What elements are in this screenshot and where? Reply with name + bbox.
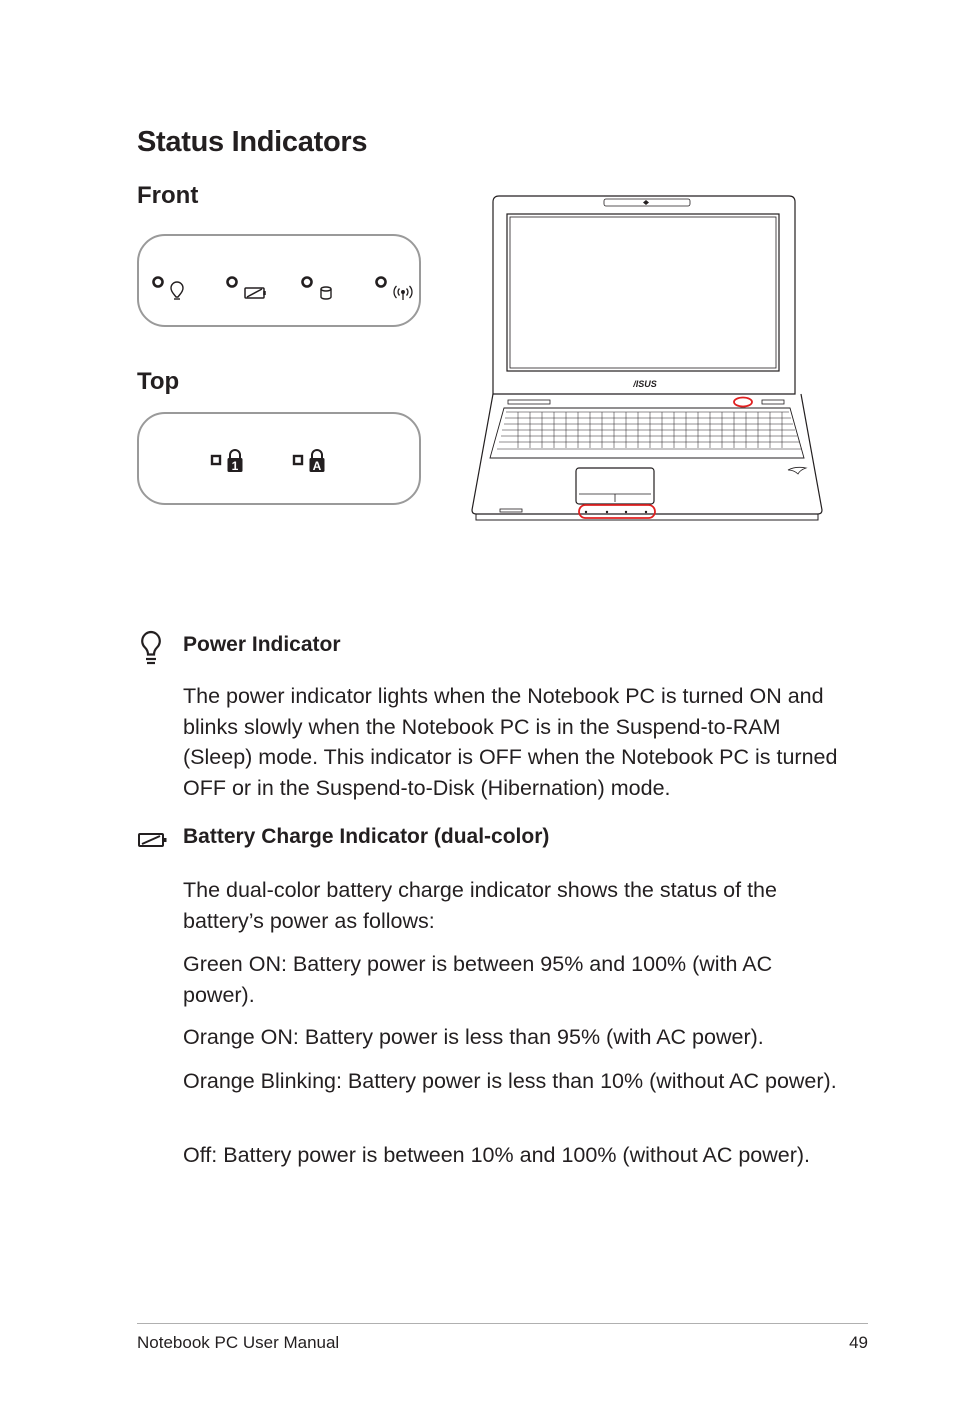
led-dot-icon xyxy=(377,278,386,287)
battery-indicator-section xyxy=(137,823,837,857)
front-led-markers xyxy=(585,511,647,513)
hdd-led xyxy=(303,278,332,300)
power-led xyxy=(154,278,184,300)
keyboard xyxy=(490,408,804,458)
page-title: Status Indicators xyxy=(137,126,368,158)
svg-text:1: 1 xyxy=(231,459,239,473)
power-bulb-icon xyxy=(137,628,165,668)
power-indicator-body: The power indicator lights when the Notebook PC is turned ON and blinks slowly when the Notebook PC is in the Suspend-to-RAM (Sleep) mode. This indicator is OFF when the Notebook PC is turned OFF or in the Suspend-to-Disk (Hibernation) mode. xyxy=(183,684,838,800)
hdd-icon xyxy=(321,287,331,299)
num-lock-icon xyxy=(228,450,243,473)
footer-divider xyxy=(137,1323,868,1324)
caps-lock-led xyxy=(294,450,325,473)
caps-lock-icon xyxy=(310,450,325,473)
power-bulb-icon xyxy=(171,282,183,299)
led-dot-icon xyxy=(228,278,237,287)
rog-emblem-icon xyxy=(788,467,806,474)
top-indicator-panel xyxy=(137,412,421,505)
led-square-icon xyxy=(294,456,302,464)
battery-icon xyxy=(137,830,169,850)
front-label: Front xyxy=(137,182,199,209)
laptop-illustration xyxy=(466,192,828,528)
top-indicators-highlight xyxy=(734,398,752,407)
battery-icon xyxy=(245,288,265,298)
laptop-lid xyxy=(493,196,795,394)
front-indicators-highlight xyxy=(579,505,655,518)
laptop-screen xyxy=(510,217,776,368)
battery-indicator-intro: The dual-color battery charge indicator shows the status of the battery’s power as follows: xyxy=(183,878,777,933)
keyboard-keys xyxy=(497,412,801,449)
led-square-icon xyxy=(212,456,220,464)
footer-page-number: 49 xyxy=(849,1333,868,1352)
battery-led xyxy=(228,278,265,299)
battery-indicator-heading: Battery Charge Indicator (dual-color) xyxy=(183,825,550,848)
wireless-icon xyxy=(394,286,412,300)
wireless-led xyxy=(377,278,412,301)
battery-state-orange-blinking: Orange Blinking: Battery power is less than 10% (without AC power). xyxy=(183,1069,837,1093)
power-indicator-section xyxy=(137,628,837,668)
asus-logo: /ISUS xyxy=(633,379,657,389)
laptop-screen-bezel xyxy=(507,214,779,371)
led-dot-icon xyxy=(154,278,163,287)
battery-state-green-on: Green ON: Battery power is between 95% and 100% (with AC power). xyxy=(183,952,773,1007)
battery-state-off: Off: Battery power is between 10% and 100% (without AC power). xyxy=(183,1143,811,1167)
front-indicator-panel xyxy=(137,234,421,327)
num-lock-led xyxy=(212,450,243,473)
svg-text:A: A xyxy=(312,459,322,473)
top-label: Top xyxy=(137,368,180,395)
battery-state-orange-on: Orange ON: Battery power is less than 95% (with AC power). xyxy=(183,1025,764,1049)
led-dot-icon xyxy=(303,278,312,287)
power-indicator-heading: Power Indicator xyxy=(183,633,341,656)
footer-manual-title: Notebook PC User Manual xyxy=(137,1333,340,1352)
